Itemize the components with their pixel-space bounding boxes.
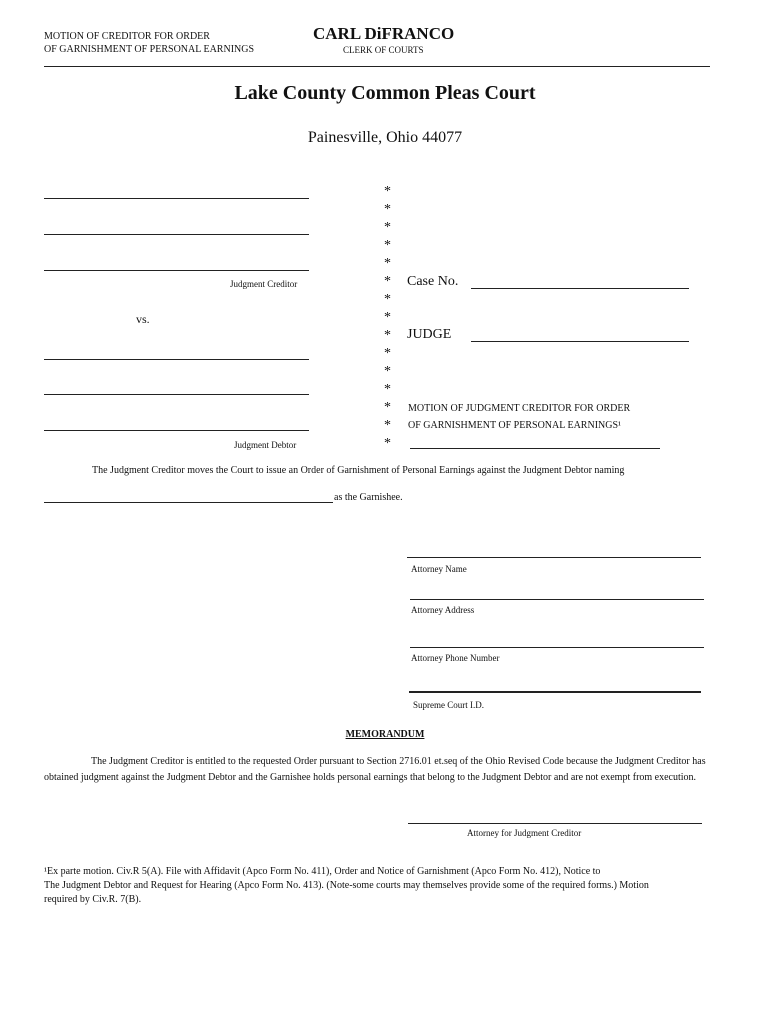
footnote-line1: ¹Ex parte motion. Civ.R 5(A). File with Affidavit (Apco Form No. 411), Order and Notice of Garnishment (Apco Form No. 412), Notice to: [44, 866, 601, 877]
attorney-phone-label: Attorney Phone Number: [411, 653, 500, 663]
judge-label: JUDGE: [407, 327, 452, 342]
case-no-label: Case No.: [407, 274, 459, 289]
attorney-for-creditor-label: Attorney for Judgment Creditor: [467, 828, 582, 838]
attorney-address-label: Attorney Address: [411, 605, 475, 615]
memorandum-heading: MEMORANDUM: [345, 729, 425, 740]
supreme-court-id-field[interactable]: [409, 691, 701, 693]
attorney-for-creditor-field[interactable]: [408, 823, 702, 824]
debtor-line-3[interactable]: [44, 430, 309, 431]
caption-star: *: [384, 364, 391, 379]
case-no-field[interactable]: [471, 288, 689, 289]
header-form-title-line1: MOTION OF CREDITOR FOR ORDER: [44, 31, 210, 42]
garnishee-suffix: as the Garnishee.: [334, 492, 403, 503]
caption-star: *: [384, 274, 391, 289]
versus-label: vs.: [136, 312, 150, 326]
caption-star: *: [384, 436, 391, 451]
caption-star: *: [384, 328, 391, 343]
creditor-line-1[interactable]: [44, 198, 309, 199]
caption-star: *: [384, 184, 391, 199]
court-location: Painesville, Ohio 44077: [307, 129, 463, 146]
attorney-name-label: Attorney Name: [411, 564, 467, 574]
footnote-line3: required by Civ.R. 7(B).: [44, 894, 142, 905]
motion-title-line2: OF GARNISHMENT OF PERSONAL EARNINGS¹: [408, 420, 622, 431]
caption-star: *: [384, 418, 391, 433]
court-name: Lake County Common Pleas Court: [234, 82, 536, 104]
clerk-title: CLERK OF COURTS: [343, 45, 424, 55]
caption-star: *: [384, 346, 391, 361]
motion-text: The Judgment Creditor moves the Court to issue an Order of Garnishment of Personal Earnings against the Judgment Debtor naming: [92, 465, 625, 476]
garnishee-field[interactable]: [44, 502, 333, 503]
header-divider: [44, 66, 710, 67]
attorney-name-field[interactable]: [407, 557, 701, 558]
attorney-phone-field[interactable]: [410, 647, 704, 648]
caption-star: *: [384, 256, 391, 271]
creditor-line-3[interactable]: [44, 270, 309, 271]
header-form-title-line2: OF GARNISHMENT OF PERSONAL EARNINGS: [44, 44, 255, 55]
caption-star: *: [384, 202, 391, 217]
motion-title-line1: MOTION OF JUDGMENT CREDITOR FOR ORDER: [408, 403, 631, 414]
memorandum-text: The Judgment Creditor is entitled to the requested Order pursuant to Section 2716.01 et.seq of the Ohio Revised Code because the Judgment Creditor has obtained judgment against the Judgment Debtor and the Garnishee holds personal earnings that belong to the Judgment Debtor and are not exempt from execution.: [44, 756, 706, 783]
debtor-line-1[interactable]: [44, 359, 309, 360]
judge-field[interactable]: [471, 341, 689, 342]
caption-star: *: [384, 220, 391, 235]
judgment-debtor-label: Judgment Debtor: [234, 440, 297, 450]
clerk-name: CARL DiFRANCO: [313, 24, 455, 43]
caption-star: *: [384, 238, 391, 253]
caption-star: *: [384, 400, 391, 415]
motion-title-underline: [410, 448, 660, 449]
supreme-court-id-label: Supreme Court I.D.: [413, 700, 484, 710]
caption-star: *: [384, 382, 391, 397]
creditor-line-2[interactable]: [44, 234, 309, 235]
caption-star: *: [384, 292, 391, 307]
attorney-address-field[interactable]: [410, 599, 704, 600]
judgment-creditor-label: Judgment Creditor: [230, 279, 298, 289]
caption-star: *: [384, 310, 391, 325]
debtor-line-2[interactable]: [44, 394, 309, 395]
footnote-line2: The Judgment Debtor and Request for Hearing (Apco Form No. 413). (Note-some courts may themselves provide some of the required forms.) Motion: [44, 880, 649, 891]
